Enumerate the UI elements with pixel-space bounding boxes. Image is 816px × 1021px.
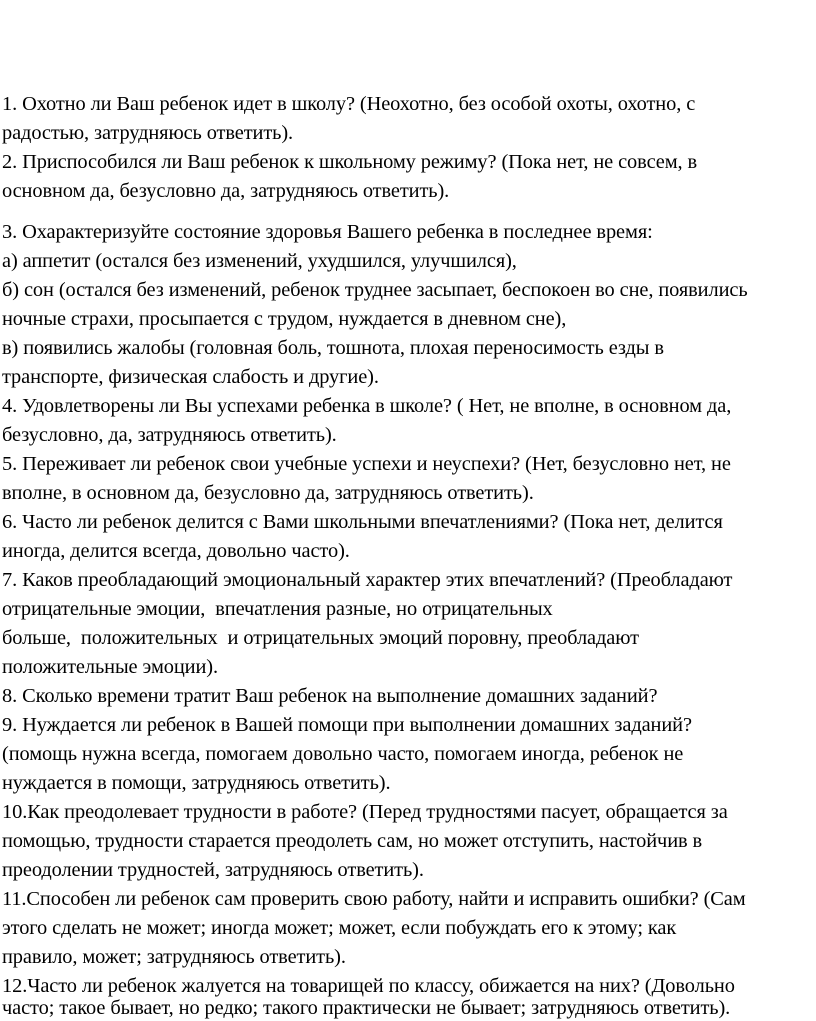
text-line: 2. Приспособился ли Ваш ребенок к школьному режиму? (Пока нет, не совсем, в — [2, 151, 698, 173]
text-line: 1. Охотно ли Ваш ребенок идет в школу? (Неохотно, без особой охоты, охотно, с — [2, 93, 696, 115]
text-line: помощью, трудности старается преодолеть сам, но может отступить, настойчив в — [2, 830, 703, 852]
text-line: нуждается в помощи, затрудняюсь ответить). — [2, 772, 391, 794]
text-line: больше, положительных и отрицательных эмоций поровну, преобладают — [2, 627, 639, 649]
text-line: вполне, в основном да, безусловно да, затрудняюсь ответить). — [2, 482, 534, 504]
text-line: правило, может; затрудняюсь ответить). — [2, 946, 346, 968]
text-line: 9. Нуждается ли ребенок в Вашей помощи при выполнении домашних заданий? — [2, 714, 692, 736]
text-line: транспорте, физическая слабость и другие). — [2, 366, 379, 388]
text-line: 5. Переживает ли ребенок свои учебные успехи и неуспехи? (Нет, безусловно нет, не — [2, 453, 731, 475]
text-line: положительные эмоции). — [2, 656, 218, 678]
text-line: 12.Часто ли ребенок жалуется на товарищей по классу, обижается на них? (Довольно — [2, 975, 735, 997]
text-line: 6. Часто ли ребенок делится с Вами школьными впечатлениями? (Пока нет, делится — [2, 511, 723, 533]
text-line: иногда, делится всегда, довольно часто). — [2, 540, 350, 562]
text-line: основном да, безусловно да, затрудняюсь ответить). — [2, 180, 450, 202]
text-line: 7. Каков преобладающий эмоциональный характер этих впечатлений? (Преобладают — [2, 569, 733, 591]
text-line: часто; такое бывает, но редко; такого практически не бывает; затрудняюсь ответить). — [2, 997, 731, 1019]
text-line: 11.Способен ли ребенок сам проверить свою работу, найти и исправить ошибки? (Сам — [2, 888, 746, 910]
text-line: безусловно, да, затрудняюсь ответить). — [2, 424, 337, 446]
text-line: в) появились жалобы (головная боль, тошнота, плохая переносимость езды в — [2, 337, 664, 359]
text-line: 10.Как преодолевает трудности в работе? (Перед трудностями пасует, обращается за — [2, 801, 728, 823]
text-line: радостью, затрудняюсь ответить). — [2, 122, 294, 144]
text-line: а) аппетит (остался без изменений, ухудшился, улучшился), — [2, 250, 517, 272]
text-line: 8. Сколько времени тратит Ваш ребенок на выполнение домашних заданий? — [2, 685, 658, 707]
text-line: преодолении трудностей, затрудняюсь ответить). — [2, 859, 424, 881]
text-line: отрицательные эмоции, впечатления разные, но отрицательных — [2, 598, 553, 620]
text-line: 4. Удовлетворены ли Вы успехами ребенка в школе? ( Нет, не вполне, в основном да, — [2, 395, 732, 417]
text-line: этого сделать не может; иногда может; может, если побуждать его к этому; как — [2, 917, 677, 939]
text-line: 3. Охарактеризуйте состояние здоровья Вашего ребенка в последнее время: — [2, 221, 653, 243]
text-line: б) сон (остался без изменений, ребенок труднее засыпает, беспокоен во сне, появились — [2, 279, 748, 301]
text-line: (помощь нужна всегда, помогаем довольно часто, помогаем иногда, ребенок не — [2, 743, 684, 765]
text-line: ночные страхи, просыпается с трудом, нуждается в дневном сне), — [2, 308, 567, 330]
